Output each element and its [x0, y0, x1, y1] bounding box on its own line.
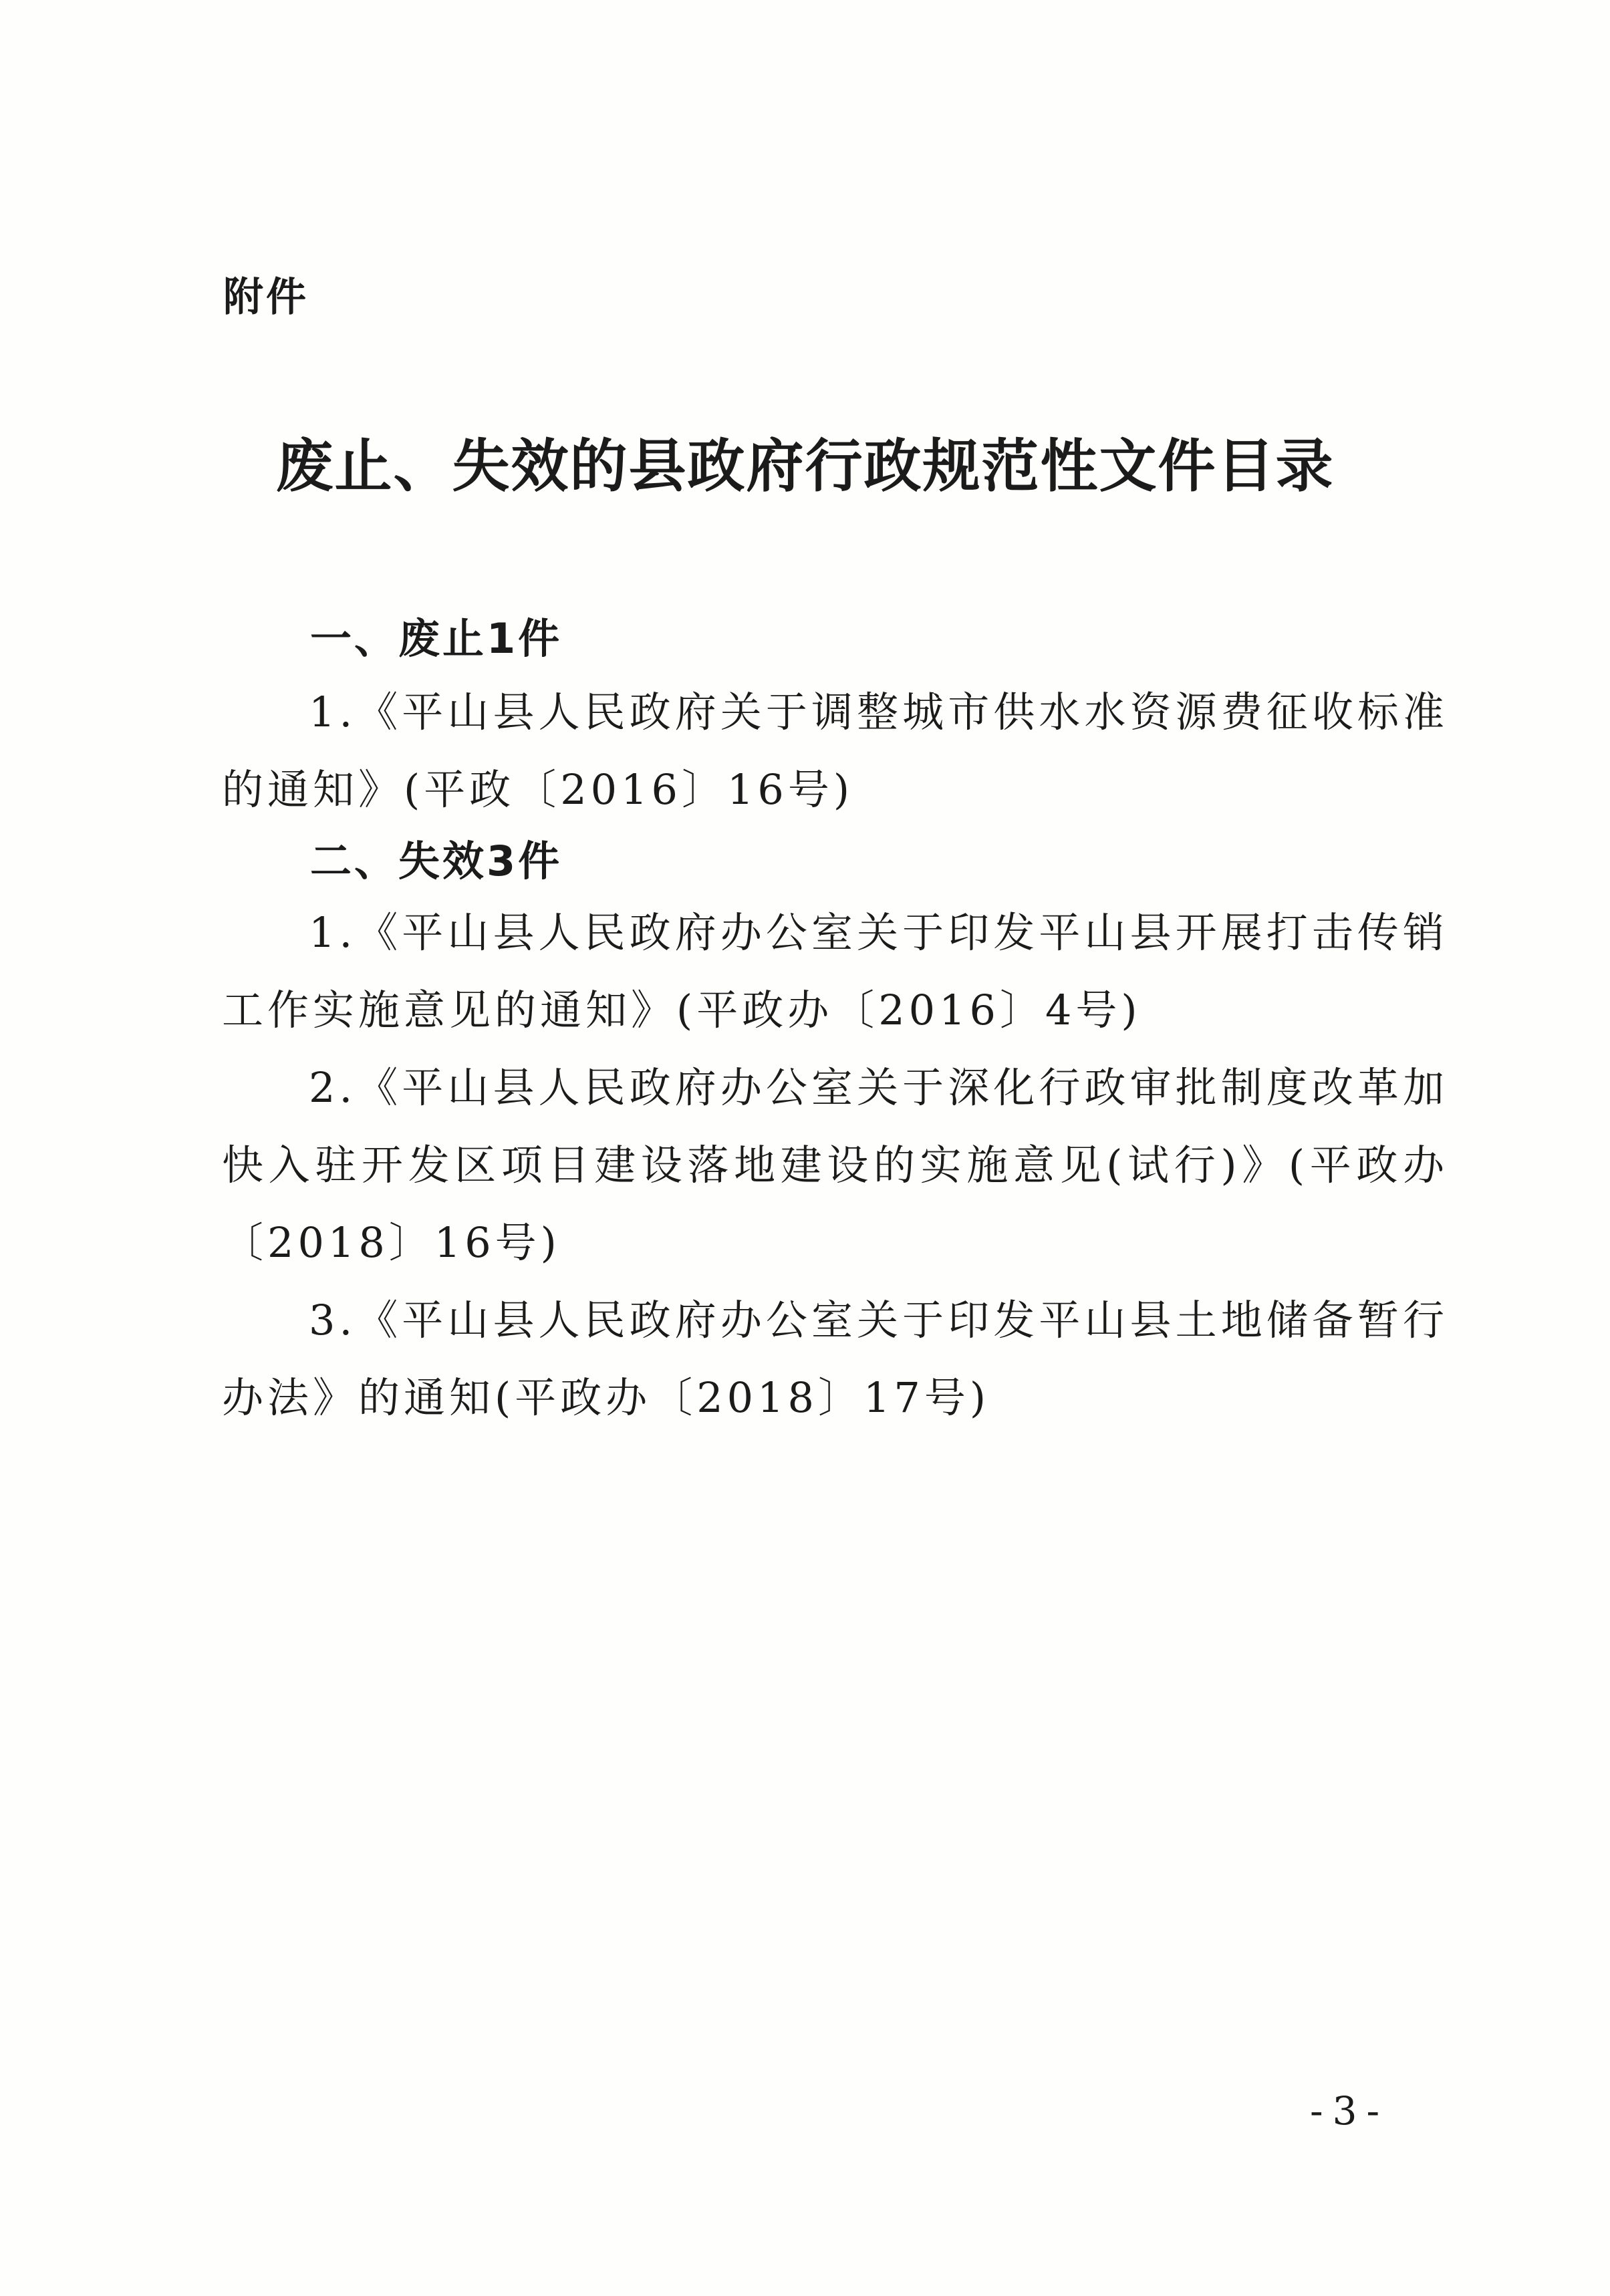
list-item: 1.《平山县人民政府办公室关于印发平山县开展打击传销工作实施意见的通知》(平政办〔2016〕4号): [222, 908, 1448, 1034]
list-item: 3.《平山县人民政府办公室关于印发平山县土地储备暂行办法》的通知(平政办〔2018〕17号): [222, 1296, 1448, 1422]
section-heading-abolished: 一、废止1件: [310, 614, 563, 663]
list-item: 1.《平山县人民政府关于调整城市供水水资源费征收标准的通知》(平政〔2016〕16号): [222, 688, 1448, 814]
document-title: 废止、失效的县政府行政规范性文件目录: [275, 432, 1335, 500]
page-number: -3-: [1310, 2088, 1389, 2134]
list-item: 2.《平山县人民政府办公室关于深化行政审批制度改革加快入驻开发区项目建设落地建设的实施意见(试行)》(平政办〔2018〕16号): [222, 1063, 1448, 1267]
section-heading-invalidated: 二、失效3件: [310, 837, 563, 885]
attachment-label: 附件: [223, 274, 309, 321]
